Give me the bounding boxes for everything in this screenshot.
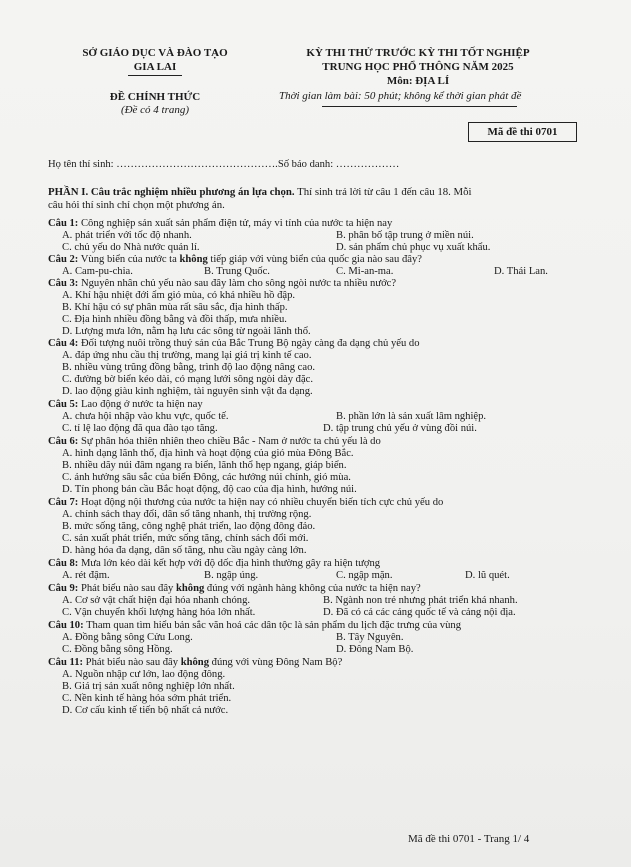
question-text: Hoạt động nội thương của nước ta hiện nay có nhiều chuyển biến tích cực chủ yếu do (78, 497, 444, 508)
question-3 (48, 278, 396, 290)
question-label: Câu 6: (48, 436, 79, 447)
q11-option-c[interactable]: C. Nền kinh tế hàng hóa sớm phát triển. (62, 693, 232, 704)
q5-option-d[interactable]: D. tập trung chủ yếu ở vùng đồi núi. (323, 423, 477, 434)
q9-option-d[interactable]: D. Đã có cả các cảng quốc tế và cảng nội địa. (323, 607, 516, 618)
q6-option-d[interactable]: D. Tín phong bán cầu Bắc hoạt động, độ cao của địa hình, hướng núi. (62, 484, 357, 495)
page-footer: Mã đề thi 0701 - Trang 1/ 4 (408, 833, 530, 845)
question-11 (48, 657, 342, 669)
q5-option-c[interactable]: C. tỉ lệ lao động đã qua đào tạo tăng. (62, 423, 218, 434)
official-label: ĐỀ CHÍNH THỨC (109, 91, 201, 103)
exam-title-line2: TRUNG HỌC PHỔ THÔNG NĂM 2025 (322, 61, 514, 73)
q8-option-a[interactable]: A. rét đậm. (62, 570, 110, 581)
q10-option-b[interactable]: B. Tây Nguyên. (336, 632, 404, 643)
section-instruction (48, 186, 472, 198)
question-text: Tham quan tìm hiểu bản sắc văn hoá các dân tộc là sản phẩm du lịch đặc trưng của vùng (83, 620, 461, 631)
question-label: Câu 1: (48, 218, 79, 229)
q6-option-b[interactable]: B. nhiều dãy núi đâm ngang ra biển, lãnh thổ hẹp ngang, giáp biển. (62, 460, 347, 471)
q3-option-d[interactable]: D. Lượng mưa lớn, nằm hạ lưu các sông từ ngoài lãnh thổ. (62, 326, 311, 337)
q10-option-c[interactable]: C. Đồng bằng sông Hồng. (62, 644, 173, 655)
q1-option-a[interactable]: A. phát triển với tốc độ nhanh. (62, 230, 192, 241)
question-label: Câu 4: (48, 338, 79, 349)
question-text: tiếp giáp với vùng biển của quốc gia nào sau đây? (207, 254, 422, 265)
question-10 (48, 620, 461, 632)
time-allowed: Thời gian làm bài: 50 phút; không kể thời gian phát đề (279, 90, 522, 102)
q7-option-b[interactable]: B. mức sống tăng, công nghệ phát triển, lao động đông đảo. (62, 521, 316, 532)
question-label: Câu 7: (48, 497, 79, 508)
q2-option-a[interactable]: A. Cam-pu-chia. (62, 266, 133, 277)
question-1 (48, 218, 392, 230)
question-text: Công nghiệp sản xuất sản phẩm điện tử, máy vi tính của nước ta hiện nay (78, 218, 393, 229)
exam-code-box: Mã đề thi 0701 (468, 122, 577, 142)
question-7 (48, 497, 443, 509)
q9-option-b[interactable]: B. Ngành non trẻ nhưng phát triển khá nhanh. (323, 595, 518, 606)
section-instruction-text: Thí sinh trả lời từ câu 1 đến câu 18. Mỗi (294, 186, 472, 198)
q8-option-c[interactable]: C. ngập mặn. (336, 570, 393, 581)
q10-option-a[interactable]: A. Đồng bằng sông Cửu Long. (62, 632, 193, 643)
q3-option-a[interactable]: A. Khí hậu nhiệt đới ẩm gió mùa, có khá nhiều hồ đập. (62, 290, 296, 301)
q8-option-d[interactable]: D. lũ quét. (465, 570, 510, 581)
section-instruction-line2: câu hỏi thí sinh chỉ chọn một phương án. (48, 199, 225, 211)
question-2 (48, 254, 422, 266)
question-emphasis: không (180, 657, 209, 668)
q1-option-c[interactable]: C. chủ yếu do Nhà nước quản lí. (62, 242, 200, 253)
question-label: Câu 3: (48, 278, 79, 289)
question-text: Lao động ở nước ta hiện nay (78, 399, 203, 410)
question-emphasis: không (176, 583, 205, 594)
department-name: SỞ GIÁO DỤC VÀ ĐÀO TẠO (82, 47, 228, 59)
question-text: Phát biểu nào sau đây (83, 657, 181, 668)
time-underline (322, 106, 517, 107)
q9-option-a[interactable]: A. Cơ sở vật chất hiện đại hóa nhanh chóng. (62, 595, 251, 606)
q4-option-c[interactable]: C. đường bờ biển kéo dài, có mạng lưới sông ngòi dày đặc. (62, 374, 314, 385)
q3-option-c[interactable]: C. Địa hình nhiều đồng bằng và đồi thấp, mưa nhiều. (62, 314, 287, 325)
subject-label: Môn: ĐỊA LÍ (386, 75, 450, 87)
question-text: Phát biểu nào sau đây (78, 583, 176, 594)
q5-option-a[interactable]: A. chưa hội nhập vào khu vực, quốc tế. (62, 411, 229, 422)
question-label: Câu 9: (48, 583, 79, 594)
question-8 (48, 558, 380, 570)
question-label: Câu 5: (48, 399, 79, 410)
question-emphasis: không (179, 254, 208, 265)
question-text: Nguyên nhân chủ yếu nào sau đây làm cho sông ngòi nước ta nhiều nước? (78, 278, 397, 289)
q4-option-b[interactable]: B. nhiều vùng trũng đồng bằng, trình độ lao động nâng cao. (62, 362, 316, 373)
q4-option-d[interactable]: D. lao động giàu kinh nghiệm, tài nguyên sinh vật đa dạng. (62, 386, 313, 397)
question-text: Vùng biển của nước ta (78, 254, 180, 265)
question-text: Đối tượng nuôi trồng thuỷ sản của Bắc Trung Bộ ngày càng đa dạng chủ yếu do (78, 338, 420, 349)
q11-option-b[interactable]: B. Giá trị sản xuất nông nghiệp lớn nhất. (62, 681, 235, 692)
q5-option-b[interactable]: B. phần lớn là sản xuất lâm nghiệp. (336, 411, 487, 422)
q4-option-a[interactable]: A. đáp ứng nhu cầu thị trường, mang lại giá trị kinh tế cao. (62, 350, 312, 361)
question-label: Câu 10: (48, 620, 84, 631)
question-text: đúng với vùng Đông Nam Bộ? (209, 657, 343, 668)
question-label: Câu 2: (48, 254, 79, 265)
q11-option-d[interactable]: D. Cơ cấu kinh tế tiến bộ nhất cả nước. (62, 705, 229, 716)
question-text: Sự phân hóa thiên nhiên theo chiều Bắc - Nam ở nước ta chủ yếu là do (78, 436, 381, 447)
q7-option-c[interactable]: C. sản xuất phát triển, mức sống tăng, chính sách đổi mới. (62, 533, 309, 544)
student-info-line: Họ tên thí sinh: ……………………………………….Số báo danh: ……………… (48, 159, 400, 170)
q1-option-d[interactable]: D. sản phẩm chủ phục vụ xuất khẩu. (336, 242, 491, 253)
q11-option-a[interactable]: A. Nguồn nhập cư lớn, lao động đông. (62, 669, 226, 680)
q6-option-c[interactable]: C. ảnh hưởng sâu sắc của biển Đông, các hướng núi chính, gió mùa. (62, 472, 351, 483)
question-label: Câu 8: (48, 558, 79, 569)
question-5 (48, 399, 203, 411)
q7-option-a[interactable]: A. chính sách thay đổi, dân số tăng nhanh, thị trường rộng. (62, 509, 312, 520)
page-count-note: (Đề có 4 trang) (120, 104, 190, 116)
province-underline (128, 75, 182, 76)
question-text: Mưa lớn kéo dài kết hợp với độ dốc địa hình thường gây ra hiện tượng (78, 558, 381, 569)
q9-option-c[interactable]: C. Vận chuyển khối lượng hàng hóa lớn nhất. (62, 607, 256, 618)
q6-option-a[interactable]: A. hình dạng lãnh thổ, địa hình và hoạt động của gió mùa Đông Bắc. (62, 448, 354, 459)
q7-option-d[interactable]: D. hàng hóa đa dạng, dân số tăng, nhu cầu ngày càng lớn. (62, 545, 307, 556)
exam-title-line1: KỲ THI THỬ TRƯỚC KỲ THI TỐT NGHIỆP (306, 47, 530, 59)
q2-option-c[interactable]: C. Mi-an-ma. (336, 266, 394, 277)
question-9 (48, 583, 421, 595)
q2-option-d[interactable]: D. Thái Lan. (494, 266, 548, 277)
q1-option-b[interactable]: B. phân bố tập trung ở miền núi. (336, 230, 474, 241)
question-label: Câu 11: (48, 657, 84, 668)
question-6 (48, 436, 381, 448)
q10-option-d[interactable]: D. Đông Nam Bộ. (336, 644, 414, 655)
q8-option-b[interactable]: B. ngập úng. (204, 570, 259, 581)
q2-option-b[interactable]: B. Trung Quốc. (204, 266, 270, 277)
question-4 (48, 338, 420, 350)
province-name: GIA LAI (133, 61, 177, 73)
section-title: PHẦN I. Câu trắc nghiệm nhiều phương án lựa chọn. (48, 186, 295, 198)
question-text: đúng với ngành hàng không của nước ta hiện nay? (204, 583, 421, 594)
q3-option-b[interactable]: B. Khí hậu có sự phân mùa rất sâu sắc, địa hình thấp. (62, 302, 288, 313)
